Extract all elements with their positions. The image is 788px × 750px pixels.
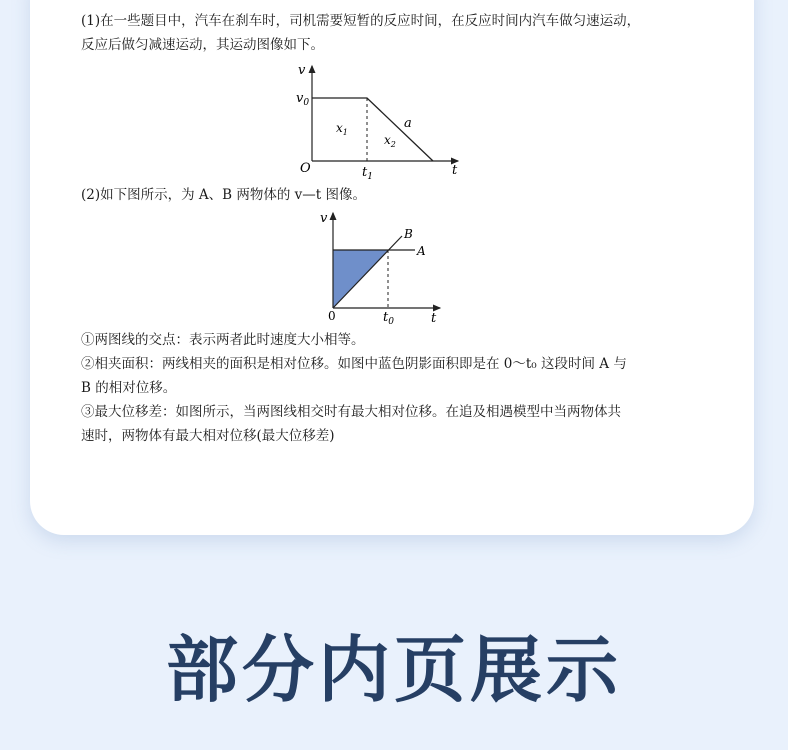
item-2-line-1: ②相夹面积：两线相夹的面积是相对位移。如图中蓝色阴影面积即是在 0～t₀ 这段时间 A 与: [81, 356, 627, 372]
figure-ab-vt: [318, 210, 458, 325]
section-banner-title: 部分内页展示: [165, 628, 622, 712]
acceleration-label: a: [404, 116, 412, 131]
x2-label: $x_2$: [384, 133, 396, 149]
item-2-line-2: B 的相对位移。: [81, 380, 177, 396]
paragraph-1-line-1: (1)在一些题目中，汽车在刹车时，司机需要短暂的反应时间，在反应时间内汽车做匀速运动，: [81, 13, 641, 29]
x-axis-label: t: [431, 311, 437, 325]
origin-label: O: [300, 161, 311, 176]
y-axis-label: v: [320, 211, 328, 226]
paragraph-2: (2)如下图所示，为 A、B 两物体的 v—t 图像。: [81, 187, 367, 203]
line-a-label: A: [417, 244, 426, 258]
velocity-curve: [312, 98, 433, 161]
x1-label: $x_1$: [336, 121, 348, 137]
origin-label: 0: [328, 309, 336, 323]
t0-label: $t_0$: [383, 310, 394, 325]
item-3-line-2: 速时，两物体有最大相对位移(最大位移差): [81, 428, 335, 444]
item-3-line-1: ③最大位移差：如图所示，当两图线相交时有最大相对位移。在追及相遇模型中当两物体共: [81, 404, 621, 420]
paragraph-1-line-2: 反应后做匀减速运动，其运动图像如下。: [81, 37, 324, 53]
figure-reaction-braking-vt: [290, 60, 490, 180]
x-axis-label: t: [452, 163, 458, 178]
v0-label: $v_0$: [296, 91, 310, 108]
line-b-label: B: [404, 227, 413, 241]
t1-label: $t_1$: [362, 165, 373, 180]
item-1: ①两图线的交点：表示两者此时速度大小相等。: [81, 332, 365, 348]
y-axis-label: v: [298, 63, 306, 78]
